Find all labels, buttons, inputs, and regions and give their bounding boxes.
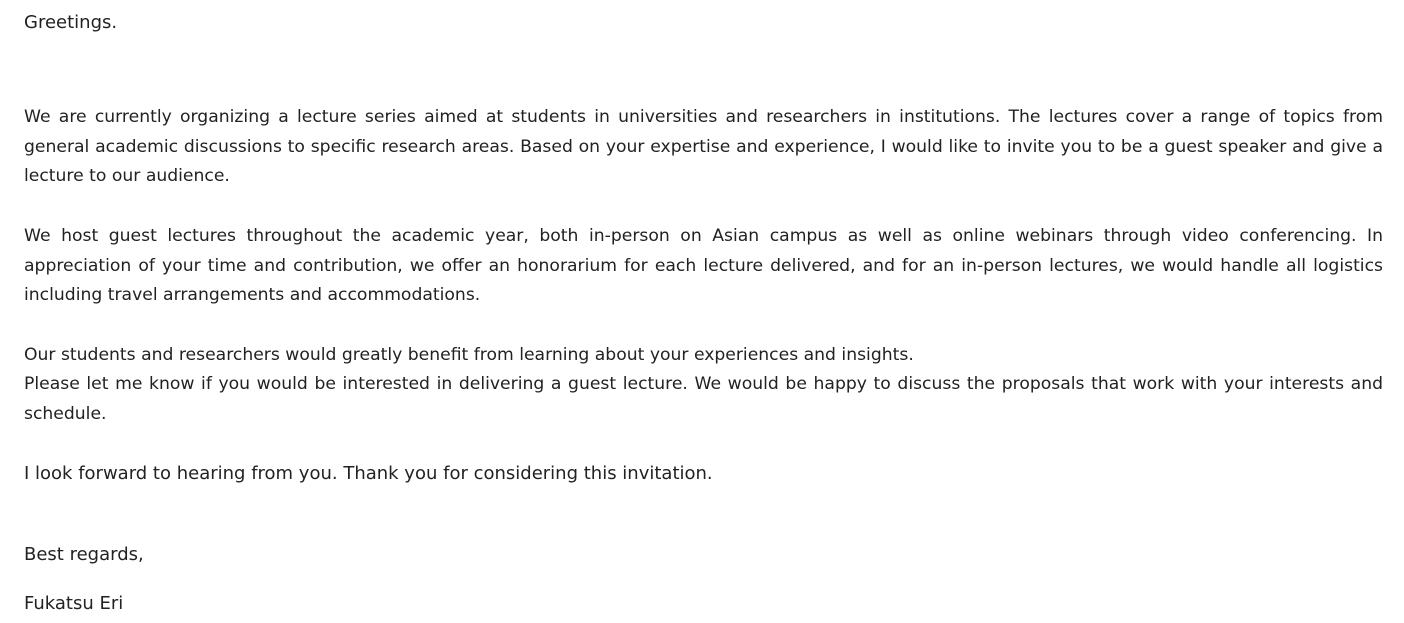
paragraph-benefit: Our students and researchers would greatly benefit from learning about your experiences and insights.: [24, 345, 914, 365]
signoff-line: Best regards,: [24, 544, 144, 565]
signature-name: Fukatsu Eri: [24, 593, 124, 614]
greeting-line: Greetings.: [24, 12, 118, 33]
paragraph-request: Please let me know if you would be interested in delivering a guest lecture. We would be happy to discuss the proposals that work with your interests and schedule.: [24, 374, 1383, 424]
closing-line: I look forward to hearing from you. Thank you for considering this invitation.: [24, 463, 713, 484]
paragraph-invitation: We are currently organizing a lecture series aimed at students in universities and researchers in institutions. The lectures cover a range of topics from general academic discussions to specific research areas. Based on your expertise and experience, I would like to invite you to be a guest speaker and give a lecture to our audience.: [24, 107, 1383, 187]
paragraph-lecture-details: We host guest lectures throughout the academic year, both in-person on Asian campus as well as online webinars through video conferencing. In appreciation of your time and contribution, we offer an honorarium for each lecture delivered, and for an in-person lectures, we would handle all logistics including travel arrangements and accommodations.: [24, 226, 1383, 306]
